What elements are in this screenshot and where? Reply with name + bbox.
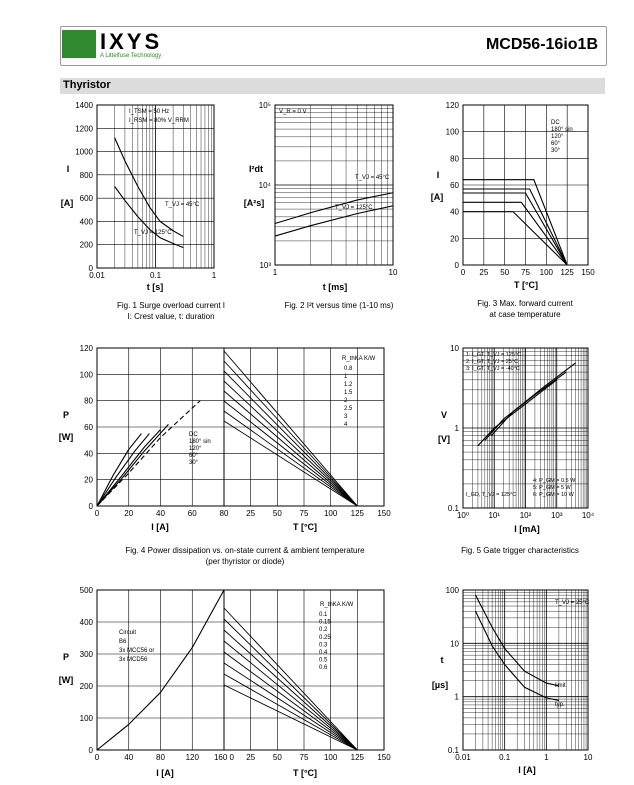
fig7-ytick: 1: [454, 692, 459, 702]
fig2-ytick: 10⁴: [258, 181, 271, 190]
section-title: Thyristor: [63, 79, 111, 91]
fig4-rth-line: [224, 381, 357, 506]
fig1-ytick: 1200: [75, 124, 93, 134]
fig1-annotation: I_TSM = 50 Hz: [129, 109, 170, 115]
fig6-xtick-right: 125: [350, 753, 365, 762]
fig5-caption: Fig. 5 Gate trigger characteristics: [461, 546, 579, 555]
fig5-annotation: 3: I_GT, T_VJ = -40°C: [466, 366, 520, 372]
fig4-legend-label: 30°: [189, 460, 199, 466]
fig4-ylabel: P: [62, 410, 70, 420]
fig2-ytick: 10³: [259, 261, 271, 270]
fig4-rth-label: 2: [344, 398, 348, 404]
fig4-xtick-right: 150: [377, 509, 391, 518]
fig6-rth-label: 0.6: [319, 665, 328, 672]
fig3-xtick: 0: [460, 268, 466, 277]
fig7-ytick: 10: [450, 639, 459, 649]
fig3-ytick: 60: [450, 181, 459, 190]
fig1-series-label: T_VJ = 125°C: [134, 230, 172, 236]
fig4-xtick-right: 125: [350, 509, 365, 518]
fig6-ytick: 100: [79, 714, 93, 723]
fig6-annotation: 3x MCD56: [119, 657, 148, 663]
fig6-rth-line: [224, 619, 357, 750]
fig6-rth-label: 0.4: [319, 650, 328, 656]
fig4-legend-title: R_thKA K/W: [342, 356, 376, 362]
fig4-legend-label: 60°: [189, 453, 199, 459]
fig7-xlabel: I [A]: [518, 765, 536, 775]
fig6-xtick-left: 0: [94, 753, 100, 762]
fig4-ytick: 0: [88, 502, 93, 511]
fig4-ytick: 60: [84, 423, 93, 432]
fig4-xtick-left: 60: [187, 509, 197, 518]
fig6-annotation: B6: [119, 639, 127, 645]
fig4-xlabel-right: T [°C]: [292, 522, 318, 532]
fig3-caption: Fig. 3 Max. forward current at case temperature: [477, 299, 573, 319]
fig3-xlabel: T [°C]: [513, 280, 539, 290]
fig4-xtick-right: 50: [272, 509, 282, 518]
fig2-series-line: [275, 206, 393, 236]
fig2-series-label: T_VJ = 45°C: [355, 175, 390, 181]
fig6-xtick-right: 75: [299, 753, 309, 762]
fig4-rth-label: 1.5: [344, 390, 353, 396]
fig4-xlabel-left: I [A]: [151, 522, 169, 532]
fig4-legend-label: 180° sin: [189, 439, 211, 445]
fig6-xtick-left: 120: [185, 753, 199, 762]
logo-subtitle: A Littelfuse Technology: [100, 53, 162, 59]
fig2-caption: Fig. 2 I²t versus time (1-10 ms): [284, 301, 394, 310]
fig3-xtick: 100: [539, 268, 554, 277]
fig5-annotation: 1: I_GT, T_VJ = 125°C: [466, 352, 522, 358]
fig7-xtick: 10: [583, 753, 593, 762]
fig5-xtick: 10⁰: [456, 511, 470, 520]
fig2-yunit: [A²s]: [243, 198, 265, 208]
fig6-ylabel: P: [62, 652, 70, 662]
fig4-yunit: [W]: [58, 432, 74, 442]
fig7-yunit: [µs]: [431, 680, 449, 690]
fig4-ytick: 80: [84, 396, 93, 406]
fig4-rth-label: 1: [344, 374, 348, 380]
fig5-annotation: I_GD, T_VJ = 125°C: [466, 492, 517, 498]
fig7-ylabel: t: [440, 655, 444, 665]
fig3-xtick: 25: [479, 268, 489, 277]
fig7-frame: [463, 590, 588, 750]
fig6-rth-label: 0.1: [319, 612, 328, 618]
fig7-xtick: 0.1: [499, 753, 511, 762]
fig7-annotation: T_VJ = 25°C: [555, 600, 590, 606]
fig3-legend-label: 60°: [551, 141, 561, 147]
fig4-legend-label: 120°: [189, 446, 202, 452]
fig1-ytick: 600: [79, 194, 93, 204]
fig2-xtick: 10: [388, 268, 398, 277]
fig3-series-line: [463, 193, 567, 265]
fig4-xtick-left: 0: [94, 509, 100, 518]
fig2-annotation: V_R = 0 V: [279, 109, 307, 115]
fig3-ytick: 20: [450, 234, 459, 244]
fig4-xtick-right: 100: [323, 509, 338, 518]
fig3-ytick: 120: [445, 101, 459, 110]
fig1-ytick: 0: [88, 264, 93, 273]
fig7-xtick: 0.01: [455, 753, 471, 762]
fig5-xlabel: I [mA]: [514, 524, 540, 534]
fig3-xtick: 50: [500, 268, 510, 277]
fig4-xtick-left: 80: [219, 509, 229, 518]
fig5-xtick: 10⁴: [581, 511, 595, 520]
fig4-series-line: [97, 434, 149, 506]
fig5-xtick: 10³: [550, 511, 563, 520]
fig6-rth-line: [224, 608, 357, 750]
fig3-xtick: 150: [581, 268, 595, 277]
fig1-series-label: T_VJ = 45°C: [165, 202, 200, 208]
fig5-ytick: 10: [450, 344, 459, 353]
fig6-ytick: 500: [79, 586, 93, 595]
fig6-ytick: 400: [79, 618, 93, 627]
fig4-legend-label: DC: [189, 432, 198, 438]
fig4-xtick-left: 20: [124, 509, 134, 518]
fig1-xlabel: t [s]: [146, 282, 164, 292]
fig3-ytick: 80: [450, 154, 459, 164]
fig6-rth-line: [224, 641, 357, 750]
fig4-rth-label: 1.2: [344, 382, 353, 388]
fig1-annotation: I_RSM = 80% V_RRM: [129, 118, 189, 124]
fig1-xtick: 1: [211, 271, 217, 280]
fig2-series-label: T_VJ = 125°C: [335, 205, 373, 211]
fig6-xtick-right: 100: [323, 753, 338, 762]
part-number: MCD56-16io1B: [485, 36, 598, 53]
fig4-xtick-right: 75: [299, 509, 309, 518]
fig6-rth-line: [224, 652, 357, 750]
fig6-annotation: Circuit: [119, 630, 137, 636]
fig6-xtick-left: 160 0: [213, 753, 235, 762]
fig7-ytick: 100: [445, 586, 459, 595]
fig1-ytick: 200: [79, 240, 93, 250]
fig6-rth-label: 0.2: [319, 627, 328, 634]
fig1-ytick: 400: [79, 217, 93, 227]
fig5-ytick: 1: [454, 424, 459, 433]
fig5-annotation: 6: P_GM = 10 W: [533, 492, 574, 498]
fig1-ytick: 1400: [75, 101, 93, 110]
fig4-caption: Fig. 4 Power dissipation vs. on-state current & ambient temperature (per thyristor or diode): [125, 546, 365, 566]
fig4-rth-label: 0.8: [344, 366, 353, 372]
fig4-ytick: 120: [79, 344, 93, 353]
fig6-rth-line: [224, 685, 357, 750]
fig7-series-label: typ.: [555, 702, 565, 708]
fig3-xtick: 75: [521, 268, 530, 277]
fig1-ytick: 1000: [75, 147, 93, 157]
fig4-ytick: 40: [84, 449, 93, 459]
fig2-xtick: 1: [272, 268, 278, 277]
fig6-ytick: 300: [79, 650, 93, 659]
fig6-annotation: 3x MCC56 or: [119, 648, 155, 654]
fig5-annotation: 5: P_GM = 5 W: [533, 485, 571, 491]
fig2-xlabel: t [ms]: [322, 282, 348, 292]
fig4-ytick: 20: [84, 475, 93, 485]
fig4-xtick-right: 25: [246, 509, 256, 518]
fig5-yunit: [V]: [438, 434, 450, 444]
fig6-xtick-left: 80: [156, 753, 165, 762]
fig2-ytick: 10⁵: [258, 101, 271, 110]
fig6-rth-line: [224, 674, 357, 750]
fig5-ylabel: V: [440, 410, 448, 420]
fig7-xtick: 1: [544, 753, 549, 762]
fig3-yunit: [A]: [430, 192, 444, 202]
fig6-rth-label: 0.3: [319, 642, 328, 649]
fig4-ytick: 100: [79, 370, 93, 380]
fig6-rth-line: [224, 663, 357, 750]
fig3-legend-label: 30°: [551, 148, 561, 154]
fig5-annotation: 2: I_GT, T_VJ = 25°C: [466, 359, 519, 365]
fig6-rth-label: 0.5: [319, 657, 328, 664]
fig3-ytick: 40: [450, 207, 459, 217]
fig4-rth-line: [224, 411, 357, 506]
fig3-xtick: 125: [560, 268, 574, 277]
fig1-ytick: 800: [79, 170, 93, 180]
fig1-caption: Fig. 1 Surge overload current I I: Crest value, t: duration: [116, 301, 226, 321]
fig6-rth-line: [224, 630, 357, 750]
fig5-xtick: 10¹: [488, 511, 501, 520]
fig6-rth-label: 0.25: [319, 634, 331, 641]
fig4-rth-line: [224, 371, 357, 506]
fig6-ytick: 200: [79, 682, 93, 691]
fig6-xlabel-left: I [A]: [156, 768, 174, 778]
fig3-legend-label: 120°: [551, 134, 564, 140]
fig6-xlabel-right: T [°C]: [292, 768, 318, 778]
fig3-series-line: [463, 189, 567, 265]
fig4-rth-line: [224, 391, 357, 506]
fig7-ytick: 0.1: [447, 746, 459, 755]
fig4-rth-label: 4: [344, 422, 348, 428]
fig6-xtick-left: 40: [124, 753, 134, 762]
fig3-ylabel: I: [436, 170, 440, 180]
fig5-ytick: 0.1: [447, 504, 459, 513]
fig6-xtick-right: 25: [246, 753, 256, 762]
fig6-xtick-right: 50: [272, 753, 282, 762]
fig4-rth-label: 3: [344, 414, 348, 420]
fig4-rth-label: 2.5: [344, 406, 353, 412]
fig2-ylabel: I²dt: [249, 164, 263, 174]
fig6-yunit: [W]: [58, 675, 74, 685]
fig5-annotation: 4: P_GM = 0.5 W: [533, 478, 576, 484]
fig5-xtick: 10²: [519, 511, 532, 520]
fig1-yunit: [A]: [60, 198, 74, 208]
fig6-legend-title: R_thKA K/W: [320, 602, 354, 608]
fig3-legend-label: 180° sin: [551, 127, 573, 133]
fig1-xtick: 0.1: [149, 271, 162, 280]
fig4-xtick-left: 40: [156, 509, 165, 518]
fig3-legend-label: DC: [551, 120, 560, 126]
fig3-ytick: 100: [445, 127, 459, 137]
fig7-series-label: limit: [555, 683, 566, 689]
fig1-xtick: 0.01: [89, 271, 105, 280]
logo-text: IXYS: [100, 29, 163, 54]
fig3-ytick: 0: [454, 261, 459, 270]
fig6-ytick: 0: [88, 746, 93, 755]
fig6-xtick-right: 150: [377, 753, 391, 762]
fig1-ylabel: I: [66, 164, 70, 174]
fig6-rth-label: 0.15: [319, 619, 331, 626]
